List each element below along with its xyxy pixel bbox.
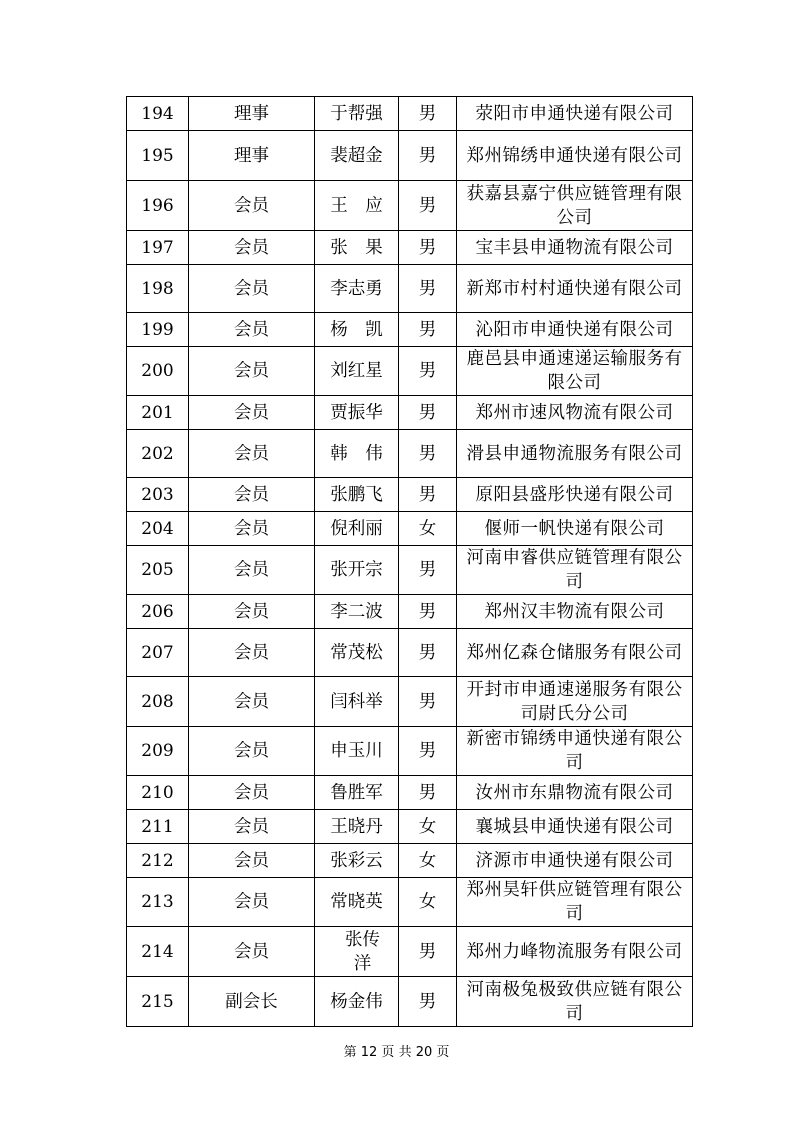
member-name: 王 应 [315, 181, 399, 231]
row-number: 205 [127, 546, 189, 595]
row-number: 195 [127, 131, 189, 181]
member-name: 李志勇 [315, 265, 399, 313]
member-role: 会员 [189, 265, 315, 313]
member-role: 会员 [189, 677, 315, 727]
member-company: 济源市申通快递有限公司 [457, 844, 693, 878]
member-role: 会员 [189, 776, 315, 810]
row-number: 212 [127, 844, 189, 878]
member-gender: 男 [399, 131, 457, 181]
row-number: 197 [127, 231, 189, 265]
table-row [127, 677, 693, 727]
member-gender: 男 [399, 727, 457, 776]
member-company: 宝丰县申通物流有限公司 [457, 231, 693, 265]
member-name: 张彩云 [315, 844, 399, 878]
row-number: 214 [127, 927, 189, 977]
member-company: 沁阳市申通快递有限公司 [457, 313, 693, 347]
member-gender: 男 [399, 546, 457, 595]
member-company: 襄城县申通快递有限公司 [457, 810, 693, 844]
member-company: 郑州亿森仓储服务有限公司 [457, 629, 693, 677]
member-gender: 男 [399, 927, 457, 977]
member-company: 河南申睿供应链管理有限公司 [457, 546, 693, 595]
member-role: 会员 [189, 181, 315, 231]
member-name: 杨 凯 [315, 313, 399, 347]
member-role: 会员 [189, 347, 315, 396]
member-company: 郑州汉丰物流有限公司 [457, 595, 693, 629]
member-gender: 女 [399, 844, 457, 878]
member-company: 偃师一帆快递有限公司 [457, 512, 693, 546]
member-name: 张开宗 [315, 546, 399, 595]
table-row [127, 396, 693, 430]
member-name: 常茂松 [315, 629, 399, 677]
member-gender: 男 [399, 595, 457, 629]
row-number: 207 [127, 629, 189, 677]
member-company: 河南极兔极致供应链有限公司 [457, 977, 693, 1027]
member-gender: 女 [399, 512, 457, 546]
member-role: 会员 [189, 927, 315, 977]
row-number: 211 [127, 810, 189, 844]
member-role: 会员 [189, 595, 315, 629]
member-role: 理事 [189, 97, 315, 131]
member-gender: 男 [399, 430, 457, 478]
member-company: 开封市申通速递服务有限公司尉氏分公司 [457, 677, 693, 727]
member-name: 闫科举 [315, 677, 399, 727]
table-row [127, 430, 693, 478]
table-row [127, 131, 693, 181]
row-number: 194 [127, 97, 189, 131]
member-company: 原阳县盛彤快递有限公司 [457, 478, 693, 512]
member-gender: 男 [399, 977, 457, 1027]
member-gender: 男 [399, 478, 457, 512]
member-name: 杨金伟 [315, 977, 399, 1027]
member-role: 会员 [189, 546, 315, 595]
row-number: 196 [127, 181, 189, 231]
table-row [127, 478, 693, 512]
member-role: 会员 [189, 810, 315, 844]
member-company: 新郑市村村通快递有限公司 [457, 265, 693, 313]
row-number: 210 [127, 776, 189, 810]
member-company: 郑州力峰物流服务有限公司 [457, 927, 693, 977]
table-row [127, 313, 693, 347]
row-number: 201 [127, 396, 189, 430]
member-role: 会员 [189, 727, 315, 776]
member-name: 刘红星 [315, 347, 399, 396]
row-number: 199 [127, 313, 189, 347]
table-row [127, 844, 693, 878]
member-name: 李二波 [315, 595, 399, 629]
member-role: 会员 [189, 231, 315, 265]
member-company: 获嘉县嘉宁供应链管理有限公司 [457, 181, 693, 231]
member-table [126, 96, 693, 1027]
member-gender: 男 [399, 231, 457, 265]
table-row [127, 595, 693, 629]
member-gender: 男 [399, 181, 457, 231]
member-name: 张 果 [315, 231, 399, 265]
member-gender: 男 [399, 677, 457, 727]
member-gender: 男 [399, 313, 457, 347]
row-number: 206 [127, 595, 189, 629]
row-number: 203 [127, 478, 189, 512]
member-role: 会员 [189, 512, 315, 546]
member-gender: 男 [399, 97, 457, 131]
member-name: 裴超金 [315, 131, 399, 181]
row-number: 202 [127, 430, 189, 478]
table-row [127, 810, 693, 844]
member-name: 王晓丹 [315, 810, 399, 844]
table-row [127, 776, 693, 810]
member-role: 会员 [189, 430, 315, 478]
member-gender: 男 [399, 396, 457, 430]
table-row [127, 231, 693, 265]
table-row [127, 546, 693, 595]
row-number: 204 [127, 512, 189, 546]
member-company: 郑州昊轩供应链管理有限公司 [457, 878, 693, 927]
member-role: 理事 [189, 131, 315, 181]
row-number: 200 [127, 347, 189, 396]
member-role: 会员 [189, 396, 315, 430]
table-row [127, 878, 693, 927]
member-role: 会员 [189, 478, 315, 512]
member-company: 滑县申通物流服务有限公司 [457, 430, 693, 478]
member-gender: 男 [399, 265, 457, 313]
page-footer: 第 12 页 共 20 页 [343, 1045, 450, 1060]
table-row [127, 181, 693, 231]
member-role: 会员 [189, 629, 315, 677]
table-row [127, 977, 693, 1027]
member-gender: 男 [399, 629, 457, 677]
member-name: 张鹏飞 [315, 478, 399, 512]
table-row [127, 727, 693, 776]
table-row [127, 512, 693, 546]
member-name: 倪利丽 [315, 512, 399, 546]
member-role: 会员 [189, 878, 315, 927]
table-row [127, 629, 693, 677]
table-row [127, 347, 693, 396]
member-company: 郑州锦绣申通快递有限公司 [457, 131, 693, 181]
member-company: 新密市锦绣申通快递有限公司 [457, 727, 693, 776]
member-name: 贾振华 [315, 396, 399, 430]
member-gender: 男 [399, 347, 457, 396]
table-row [127, 265, 693, 313]
member-company: 郑州市速风物流有限公司 [457, 396, 693, 430]
row-number: 213 [127, 878, 189, 927]
member-company: 鹿邑县申通速递运输服务有限公司 [457, 347, 693, 396]
member-name: 于帮强 [315, 97, 399, 131]
member-company: 荥阳市申通快递有限公司 [457, 97, 693, 131]
table-row [127, 927, 693, 977]
member-name: 韩 伟 [315, 430, 399, 478]
member-gender: 女 [399, 878, 457, 927]
member-name: 常晓英 [315, 878, 399, 927]
member-company: 汝州市东鼎物流有限公司 [457, 776, 693, 810]
member-name: 申玉川 [315, 727, 399, 776]
member-name: 张传洋 [315, 927, 399, 977]
row-number: 208 [127, 677, 189, 727]
member-gender: 女 [399, 810, 457, 844]
row-number: 198 [127, 265, 189, 313]
member-role: 会员 [189, 844, 315, 878]
member-role: 副会长 [189, 977, 315, 1027]
row-number: 215 [127, 977, 189, 1027]
member-name: 鲁胜军 [315, 776, 399, 810]
row-number: 209 [127, 727, 189, 776]
member-role: 会员 [189, 313, 315, 347]
member-table-body [127, 97, 693, 1027]
member-gender: 男 [399, 776, 457, 810]
table-row [127, 97, 693, 131]
